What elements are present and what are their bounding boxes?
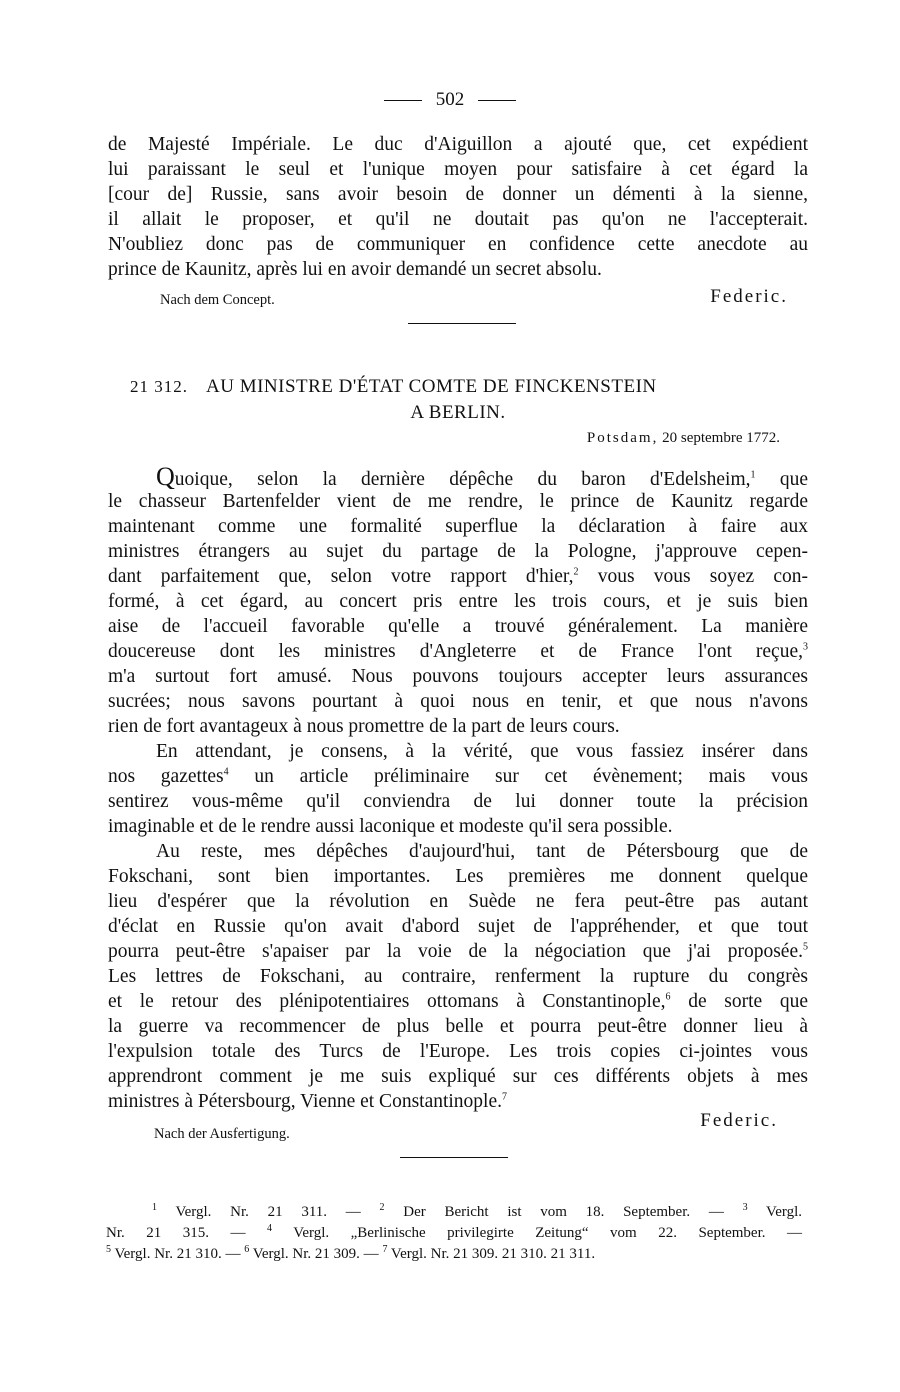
text-line: la guerre va recommencer de plus belle et pourra peut-être donner lieu à: [108, 1016, 808, 1037]
footnote-marker: 7: [382, 1244, 388, 1255]
dateline: [587, 430, 780, 447]
footnote-line: $^5$ Vergl. Nr. 21 310. — $^6$ Vergl. Nr. 21 309. — $^7$ Vergl. Nr. 21 309. 21 310. 21 311.: [106, 1244, 596, 1262]
text-line: N'oubliez donc pas de communiquer en confidence cette anecdote au: [108, 234, 808, 255]
footnote-ref: 4: [223, 766, 229, 778]
text-line: Au reste, mes dépêches d'aujourd'hui, tant de Pétersbourg que de: [156, 841, 808, 862]
date-text: 20 septembre 1772.: [662, 430, 780, 446]
section-separator: [400, 1157, 508, 1158]
text-line: sentirez vous-même qu'il conviendra de lui donner toute la précision: [108, 791, 808, 812]
text-line: dant parfaitement que, selon votre rapport d'hier,$^2$ vous vous soyez con-: [108, 566, 808, 587]
text-line: [cour de] Russie, sans avoir besoin de donner un démenti à la sienne,: [108, 184, 808, 205]
date-place: Potsdam,: [586, 430, 659, 446]
page-header: [0, 88, 900, 112]
footnote-marker: 3: [742, 1202, 748, 1213]
header-rule-right: [478, 100, 516, 101]
footnote-ref: 1: [750, 469, 756, 481]
text-line: Les lettres de Fokschani, au contraire, renferment la rupture du congrès: [108, 966, 808, 987]
text-line: lui paraissant le seul et l'unique moyen pour satisfaire à cet égard la: [108, 159, 808, 180]
page-number: 502: [435, 89, 465, 110]
footnote-ref: 3: [803, 641, 808, 653]
text-line: maintenant comme une formalité superflue la déclaration à faire aux: [108, 516, 808, 537]
text-line: prince de Kaunitz, après lui en avoir demandé un secret absolu.: [108, 259, 602, 280]
footnote-ref: 5: [803, 941, 808, 953]
footnote-ref: 2: [573, 566, 579, 578]
letter-heading: [130, 376, 790, 398]
text-line: m'a surtout fort amusé. Nous pouvons toujours accepter leurs assurances: [108, 666, 808, 687]
text-line: imaginable et de le rendre aussi laconique et modeste qu'il sera possible.: [108, 816, 673, 837]
letter-closing: [108, 1110, 788, 1142]
letter-body: [108, 464, 808, 1114]
footnote-marker: 2: [379, 1202, 385, 1213]
initial-letter: Q: [156, 464, 175, 489]
text-line: le chasseur Bartenfelder vient de me rendre, le prince de Kaunitz regarde: [108, 491, 808, 512]
text-line: et le retour des plénipotentiaires ottomans à Constantinople,$^6$ de sorte que: [108, 991, 808, 1012]
letter-heading-place: A BERLIN.: [410, 402, 506, 423]
source-note: Nach der Ausfertigung.: [154, 1126, 290, 1142]
footnote-marker: 4: [266, 1223, 272, 1234]
text-line: doucereuse dont les ministres d'Angleterre et de France l'ont reçue,$^3$: [108, 641, 808, 662]
footnote-ref: 7: [502, 1091, 508, 1103]
text-line: formé, à cet égard, au concert pris entre les trois cours, et je suis bien: [108, 591, 808, 612]
section-separator: [408, 323, 516, 324]
footnote-line: $^1$ Vergl. Nr. 21 311. — $^2$ Der Bericht ist vom 18. September. — $^3$ Vergl.: [152, 1202, 803, 1220]
text-line: Fokschani, sont bien importantes. Les premières me donnent quelque: [108, 866, 808, 887]
text-line: En attendant, je consens, à la vérité, que vous fassiez insérer dans: [156, 741, 808, 762]
signature: Federic.: [700, 1110, 778, 1131]
text-line: nos gazettes$^4$ un article préliminaire sur cet évènement; mais vous: [108, 766, 808, 787]
footnote-marker: 5: [106, 1244, 111, 1255]
text-line: aise de l'accueil favorable qu'elle a trouvé généralement. La manière: [108, 616, 808, 637]
footnote-marker: 1: [152, 1202, 157, 1213]
letter-closing: [108, 286, 788, 312]
text-line: pourra peut-être s'apaiser par la voie de la négociation que j'ai proposée.$^5$: [108, 941, 808, 962]
letter-continuation: [108, 132, 808, 282]
footnotes: [106, 1202, 802, 1265]
text-line: Quoique, selon la dernière dépêche du baron d'Edelsheim,$^1$ que: [156, 464, 808, 489]
footnote-ref: 6: [665, 991, 671, 1003]
signature: Federic.: [710, 286, 788, 307]
footnote-marker: 6: [244, 1244, 250, 1255]
source-note: Nach dem Concept.: [160, 292, 275, 308]
text-line: ministres étrangers au sujet du partage de la Pologne, j'approuve cepen-: [108, 541, 808, 562]
footnote-line: Nr. 21 315. — $^4$ Vergl. „Berlinische privilegirte Zeitung“ vom 22. September. —: [106, 1223, 802, 1241]
text-line: d'éclat en Russie qu'on avait d'abord sujet de l'appréhender, et que tout: [108, 916, 808, 937]
text-line: l'expulsion totale des Turcs de l'Europe. Les trois copies ci-jointes vous: [108, 1041, 808, 1062]
letter-number: 21 312.: [130, 377, 188, 396]
letter-addressee: AU MINISTRE D'ÉTAT COMTE DE FINCKENSTEIN: [206, 376, 657, 397]
text-line: rien de fort avantageux à nous promettre de la part de leurs cours.: [108, 716, 620, 737]
text-line: apprendront comment je me suis expliqué sur ces différents objets à mes: [108, 1066, 808, 1087]
text-line: lieu d'espérer que la révolution en Suède ne fera peut-être pas autant: [108, 891, 808, 912]
text-line: de Majesté Impériale. Le duc d'Aiguillon a ajouté que, cet expédient: [108, 134, 808, 155]
header-rule-left: [384, 100, 422, 101]
text-line: ministres à Pétersbourg, Vienne et Constantinople.$^7$: [108, 1091, 508, 1112]
text-line: sucrées; nous savons pourtant à quoi nous en tenir, et que nous n'avons: [108, 691, 808, 712]
text-line: il allait le proposer, et qu'il ne doutait pas qu'on ne l'accepterait.: [108, 209, 808, 230]
